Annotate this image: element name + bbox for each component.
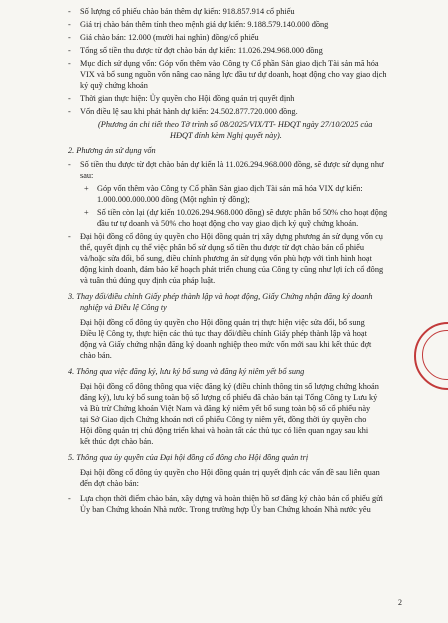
- section-4-body-line: kết thúc đợt chào bán.: [80, 437, 154, 446]
- purpose-line-2: VIX và bổ sung nguồn vốn nâng cao năng lực đầu tư dự doanh, hoạt động cho vay giao dịch: [80, 70, 387, 79]
- section-2-body-line: Đại hội đồng cổ đông ủy quyền cho Hội đồng quản trị xây dựng phương án sử dụng vốn cụ: [80, 232, 383, 241]
- section-3-body-line: chào bán.: [80, 351, 112, 360]
- section-2-body-line: và tuân thủ đúng quy định của pháp luật.: [80, 276, 216, 285]
- plus-item-1-line-1: Góp vốn thêm vào Công ty Cổ phần Sàn giao dịch Tài sản mã hóa VIX dự kiến:: [97, 184, 363, 193]
- bullet-dash: -: [68, 160, 71, 169]
- section-5-body-line: Đại hội đồng cổ đông ủy quyền cho Hội đồng quản trị quyết định các vấn đề sau liên quan: [80, 468, 380, 477]
- section-5-title: 5. Thông qua ủy quyền của Đại hội đồng cổ đông cho Hội đồng quản trị: [68, 453, 309, 462]
- bullet-dash: -: [68, 7, 71, 16]
- bullet-plus: +: [84, 184, 89, 193]
- section-4-body-line: đăng ký), lưu ký bổ sung toàn bộ số lượng cổ phiếu đã chào bán tại Tổng Công ty Lưu ký: [80, 393, 378, 402]
- purpose-line-3: ký quỹ chứng khoán: [80, 81, 148, 90]
- section-4-body-line: Đại hội đồng cổ đông thông qua việc đăng ký (điều chỉnh thông tin số lượng chứng khoán: [80, 382, 379, 391]
- bullet-dash: -: [68, 20, 71, 29]
- plus-item-2-line-1: Số tiền còn lại (dự kiến 10.026.294.968.000 đồng) sẽ được phân bổ 50% cho hoạt động: [97, 208, 388, 217]
- bullet-par-value: Giá trị chào bán thêm tính theo mệnh giá dự kiến: 9.188.579.140.000 đồng: [80, 20, 329, 29]
- section-2-intro-line-1: Số tiền thu được từ đợt chào bán dự kiến là 11.026.294.968.000 đồng, sẽ được sử dụng như: [80, 160, 384, 169]
- section-4-body-line: và Bù trừ Chứng khoán Việt Nam và đăng ký niêm yết bổ sung toàn bộ số cổ phiếu này: [80, 404, 371, 413]
- page-number: 2: [398, 598, 402, 607]
- note-line-1: (Phương án chi tiết theo Tờ trình số 08/2025/VIX/TT- HĐQT ngày 27/10/2025 của: [98, 120, 373, 129]
- section-5-bullet-line-2: Ủy ban Chứng khoán Nhà nước. Trong trường hợp Ủy ban Chứng khoán Nhà nước yêu: [80, 505, 371, 514]
- bullet-plus: +: [84, 208, 89, 217]
- section-4-title: 4. Thông qua việc đăng ký, lưu ký bổ sung và đăng ký niêm yết bổ sung: [68, 367, 305, 376]
- bullet-dash: -: [68, 107, 71, 116]
- bullet-total: Tổng số tiền thu được từ đợt chào bán dự kiến: 11.026.294.968.000 đồng: [80, 46, 323, 55]
- section-2-title: 2. Phương án sử dụng vốn: [68, 146, 156, 155]
- time-line: Thời gian thực hiện: Ủy quyền cho Hội đồng quản trị quyết định: [80, 94, 295, 103]
- purpose-line-1: Mục đích sử dụng vốn: Góp vốn thêm vào Công ty Cổ phần Sàn giao dịch Tài sản mã hóa: [80, 59, 379, 68]
- bullet-dash: -: [68, 59, 71, 68]
- charter-capital-line: Vốn điều lệ sau khi phát hành dự kiến: 24.502.877.720.000 đồng.: [80, 107, 298, 116]
- note-line-2: HĐQT đính kèm Nghị quyết này).: [170, 131, 282, 140]
- section-3-body-line: Điều lệ Công ty, thực hiện các thủ tục thay đổi/điều chỉnh Giấy phép thành lập và hoạt: [80, 329, 367, 338]
- plus-item-1-line-2: 1.000.000.000.000 đồng (Một nghìn tỷ đồng);: [97, 195, 250, 204]
- seal-inner-ring: [422, 330, 448, 380]
- section-4-body-line: tại Sở Giao dịch Chứng khoán nơi cổ phiếu Công ty niêm yết, đồng thời ủy quyền cho: [80, 415, 367, 424]
- section-4-body-line: Hội đồng quản trị chủ động triển khai và hoàn tất các thủ tục có liên quan ngay sau khi: [80, 426, 369, 435]
- bullet-dash: -: [68, 232, 71, 241]
- section-2-intro-line-2: sau:: [80, 171, 94, 180]
- section-3-title-line-1: 3. Thay đổi/điều chỉnh Giấy phép thành lập và hoạt động, Giấy Chứng nhận đăng ký doanh: [68, 292, 373, 301]
- section-2-body-line: động kinh doanh, đảm bảo kế hoạch phát triển chung của Công ty cũng như lợi ích cổ đông: [80, 265, 384, 274]
- bullet-shares: Số lượng cổ phiếu chào bán thêm dự kiến: 918.857.914 cổ phiếu: [80, 7, 295, 16]
- section-5-body-line: đến đợt chào bán:: [80, 479, 139, 488]
- company-seal-stamp: [414, 322, 448, 390]
- bullet-dash: -: [68, 46, 71, 55]
- section-5-bullet-line-1: Lựa chọn thời điểm chào bán, xây dựng và hoàn thiện hồ sơ đăng ký chào bán cổ phiếu gửi: [80, 494, 383, 503]
- bullet-price: Giá chào bán: 12.000 (mười hai nghìn) đồng/cổ phiếu: [80, 33, 259, 42]
- section-3-body-line: động và Giấy chứng nhận đăng ký doanh nghiệp theo mức vốn mới sau khi kết thúc đợt: [80, 340, 372, 349]
- bullet-dash: -: [68, 94, 71, 103]
- section-2-body-line: và/hoặc sửa đổi, bổ sung, điều chỉnh phương án sử dụng vốn phù hợp với tình hình hoạt: [80, 254, 372, 263]
- section-2-body-line: thể, quyết định cụ thể việc phân bổ sử dụng số tiền thu được từ đợt chào bán cổ phiếu: [80, 243, 365, 252]
- section-3-title-line-2: nghiệp và Điều lệ Công ty: [80, 303, 167, 312]
- section-3-body-line: Đại hội đồng cổ đông ủy quyền cho Hội đồng quản trị thực hiện việc sửa đổi, bổ sung: [80, 318, 365, 327]
- plus-item-2-line-2: đầu tư tự doanh và 50% cho hoạt động cho vay giao dịch ký quỹ chứng khoán.: [97, 219, 359, 228]
- bullet-dash: -: [68, 494, 71, 503]
- bullet-dash: -: [68, 33, 71, 42]
